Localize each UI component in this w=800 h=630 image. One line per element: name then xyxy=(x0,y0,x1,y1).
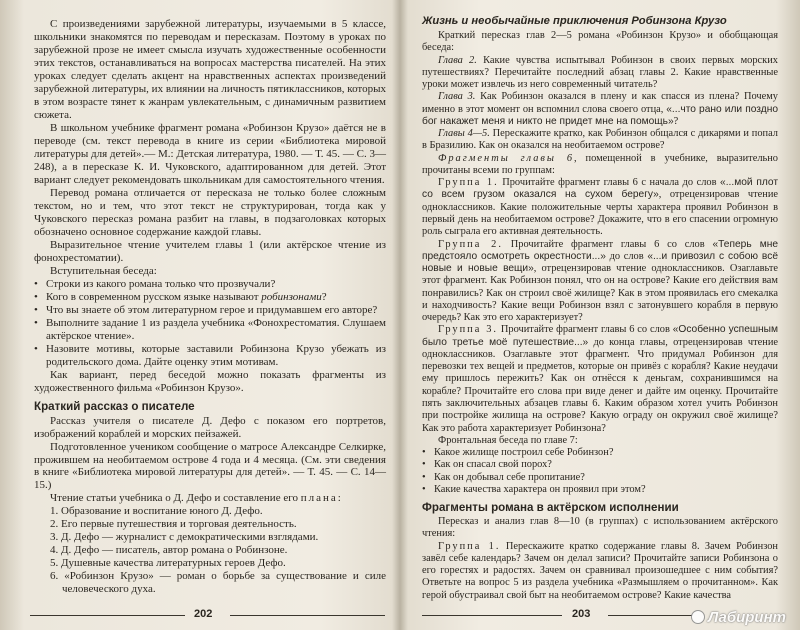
paragraph: Глава 3. Как Робинзон оказался в плену и как спасся из плена? Почему именно в этот момент он вспомнил слова своего отца, «...что рано или поздно бог накажет меня и никто не придет мне на помощь»? xyxy=(422,91,778,127)
paragraph: Перевод романа отличается от пересказа не только более сложным текстом, но и тем, что этот текст не структурирован, тогда как у Чуковского пересказ романа разбит на главы, в подзаголовках которых обозначено основное содержание каждой главы. xyxy=(34,186,386,238)
list-item: 2. Его первые путешествия и торговая деятельность. xyxy=(50,518,297,531)
page-number: 202 xyxy=(194,608,213,620)
list-item: • Кого в современном русском языке называют робинзонами? xyxy=(34,291,386,304)
paragraph: Группа 1. Прочитайте фрагмент главы 6 с начала до слов «...мой плот со всем грузом оказался на сухом берегу», отрецензировав чтение одноклассников. Какие положительные черты характера проявил Робинзон в первый день на необитаемом острове? Докажите, что в его спасении огромную роль сыграла его активная деятельность. xyxy=(422,177,779,238)
paragraph: С произведениями зарубежной литературы, изучаемыми в 5 классе, школьники знакомятся по переводам и пересказам. Поэтому в уроках по зарубежной прозе не имеет смысла изучать художественные особенности этих текстов, останавливаться на вопросах мастерства писателей. На этих уроках следует сделать акцент на нравственных аспектах произведений зарубежной литературы, их влиянии на личность пятиклассников, которых в этом возрасте тянет к жанрам увлекательным, с динамичным развитием сюжета. xyxy=(34,18,386,121)
spaced-word: плана: xyxy=(300,492,343,505)
list-item: • Как он спасал свой порох? xyxy=(422,459,778,471)
paragraph: Подготовленное учеником сообщение о матросе Александре Селкирке, прожившем на необитаемом острове 4 года и 4 месяца. (См. эти сведения в книге «Библиотека мировой литературы для детей». — Т. 45. — С. 14—15.) xyxy=(34,440,386,492)
paragraph: Выразительное чтение учителем главы 1 (или актёрское чтение из фонохрестоматии). xyxy=(34,238,386,264)
list-item: • Какое жилище построил себе Робинзон? xyxy=(422,447,778,459)
list-item: 6. «Робинзон Крузо» — роман о борьбе за существование и силе человеческого духа. xyxy=(50,570,386,596)
list-item: • Назовите мотивы, которые заставили Робинзона Крузо убежать из родительского дома. Дайте оценку этим мотивам. xyxy=(34,343,386,369)
watermark-icon xyxy=(691,610,705,624)
paragraph: Фрагменты главы 6, помещенной в учебнике, выразительно прочитаны всеми по группам: xyxy=(422,152,778,176)
list-item: • Что вы знаете об этом литературном герое и придумавшем его авторе? xyxy=(34,304,386,317)
left-page-footer xyxy=(30,608,385,622)
list-item: • Как он добывал себе пропитание? xyxy=(422,472,778,484)
footer-rule xyxy=(608,615,692,616)
emphasis: робинзонами xyxy=(261,290,322,303)
right-page xyxy=(400,0,800,630)
list-item: 3. Д. Дефо — журналист с демократическими взглядами. xyxy=(50,531,319,544)
paragraph: Пересказ и анализ глав 8—10 (в группах) с использованием актёрского чтения: xyxy=(422,516,778,540)
watermark: Лабиринт xyxy=(691,609,786,626)
question-list xyxy=(422,447,778,496)
paragraph: Группа 3. Прочитайте фрагмент главы 6 со слов «Особенно успешным было третье моё путешествие...» до конца главы, отрецензировав чтение одноклассников. Озаглавьте этот фрагмент. Что придумал Робинзон для перевозки тех вещей и предметов, которые он привёз с корабля? Какие неудачи ему пришлось пережить? Как он отнёсся к деньгам, сохранившимся на корабле? Прочитайте его слова при виде денег и дайте им оценку. Прочитайте пять заключительных абзацев главы 6. Каким образом хотел учить Робинзон при постройке жилища на острове? Какую ограду он окружил своё жилище? Как это работа характеризует Робинзона? xyxy=(422,324,779,434)
list-item: • Какие качества характера он проявил при этом? xyxy=(422,484,778,496)
left-page-text xyxy=(34,18,386,596)
right-page-text xyxy=(422,14,778,602)
paragraph: В школьном учебнике фрагмент романа «Робинзон Крузо» даётся не в переводе (см. текст перевода в книге из серии «Библиотека мировой литературы для детей».— М.: Детская литература, 1980. — Т. 45. — С. 3—248), а в пересказе К. И. Чуковского, адаптированном для детей. Этот вариант следует рекомендовать школьникам для самостоятельного чтения. xyxy=(34,121,386,186)
paragraph: Как вариант, перед беседой можно показать фрагменты из художественного фильма «Робинзон Крузо». xyxy=(34,368,386,394)
list-item: • Строки из какого романа только что прозвучали? xyxy=(34,278,386,291)
plan-list xyxy=(34,505,386,596)
list-item: • Выполните задание 1 из раздела учебника «Фонохрестоматия. Слушаем актёрское чтение». xyxy=(34,317,386,343)
paragraph: Группа 2. Прочитайте фрагмент главы 6 со слов «Теперь мне предстояло осмотреть окрестности...» до слов «...и привозил с собою всё новые и новые вещи», отрецензировав чтение одноклассников. Озаглавьте этот фрагмент. Как Робинзон понял, что он на острове? Какие его действия вам понравились? Как он строил своё жилище? Как в этом проявилась его смекалка и находчивость? Какие вещи Робинзон взял с затонувшего корабля в первую очередь? Как это его характеризует? xyxy=(422,238,778,324)
paragraph: Краткий пересказ глав 2—5 романа «Робинзон Крузо» и обобщающая беседа: xyxy=(422,30,778,54)
paragraph: Вступительная беседа: xyxy=(50,264,157,277)
running-head: Жизнь и необычайные приключения Робинзона Крузо xyxy=(422,15,727,27)
footer-rule xyxy=(422,615,562,616)
paragraph: Рассказ учителя о писателе Д. Дефо с показом его портретов, изображений кораблей и морских пейзажей. xyxy=(34,414,386,440)
question-list xyxy=(34,278,386,369)
list-item: 4. Д. Дефо — писатель, автор романа о Робинзоне. xyxy=(50,544,288,557)
page-number: 203 xyxy=(572,608,591,620)
paragraph: Глава 2. Какие чувства испытывал Робинзон в своих первых морских путешествиях? Перечитайте последний абзац главы 2. Какие нравственные уроки может извлечь из него современный читатель? xyxy=(422,54,778,91)
footer-rule xyxy=(230,615,385,616)
section-heading: Краткий рассказ о писателе xyxy=(34,399,195,413)
list-item: 1. Образование и воспитание юного Д. Дефо. xyxy=(50,505,263,518)
section-heading: Фрагменты романа в актёрском исполнении xyxy=(422,501,679,515)
footer-rule xyxy=(30,615,185,616)
paragraph: Фронтальная беседа по главе 7: xyxy=(438,434,578,446)
paragraph: Группа 1. Перескажите кратко содержание главы 8. Зачем Робинзон завёл себе календарь? Зачем он делал записи? Прочитайте записи Робинзона о его горестях и радостях. Зачем он сравнивал произошедшее с ним события? Ответьте на вопрос 5 из раздела учебника «Размышляем о прочитанном». Как герой обустраивал свой быт на необитаемом острове? Какие качества xyxy=(422,540,778,601)
list-item: 5. Душевные качества литературных героев Дефо. xyxy=(50,557,286,570)
paragraph: Чтение статьи учебника о Д. Дефо и составление его плана: xyxy=(50,492,343,505)
paragraph: Главы 4—5. Перескажите кратко, как Робинзон общался с дикарями и попал в Бразилию. Как он оказался на необитаемом острове? xyxy=(422,128,778,152)
